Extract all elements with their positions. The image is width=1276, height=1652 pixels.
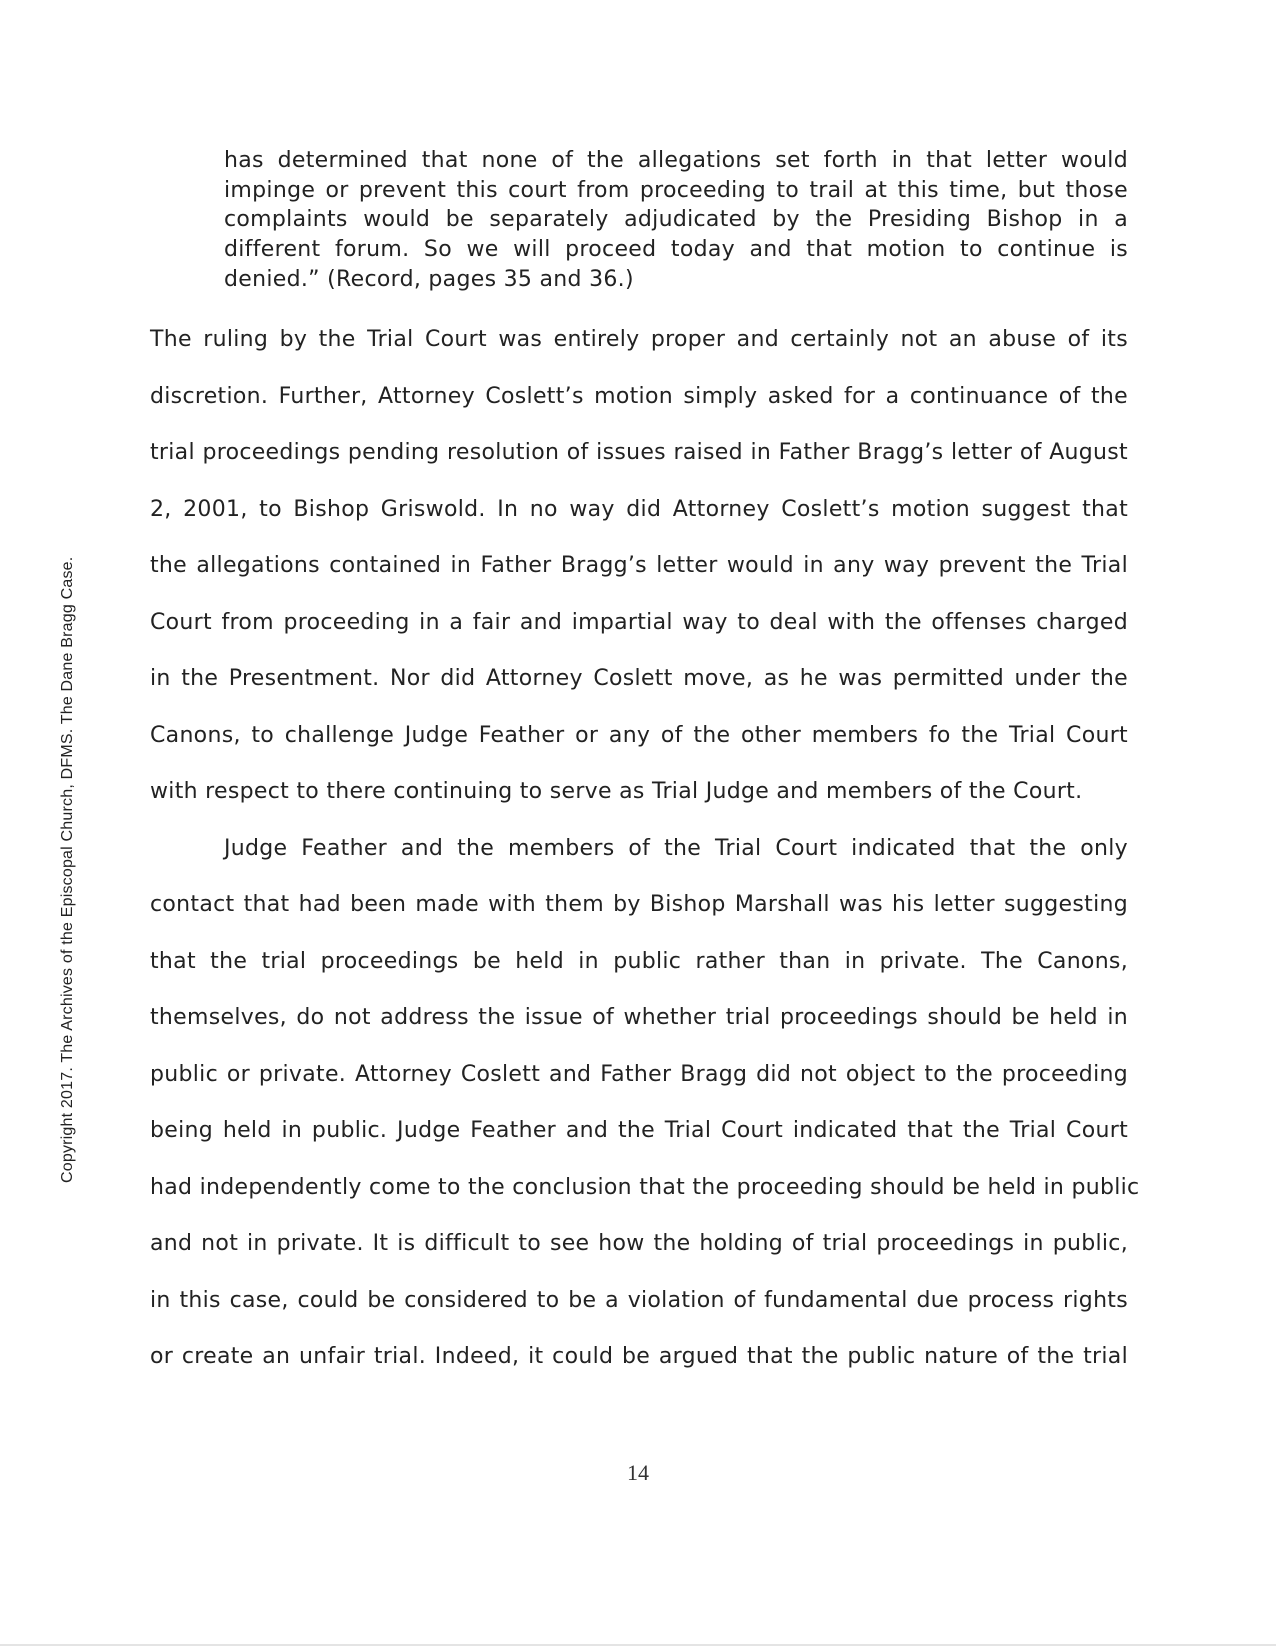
body-line: or create an unfair trial. Indeed, it could be argued that the public nature of the trial: [150, 1344, 1128, 1369]
block-quote: has determined that none of the allegations set forth in that letter would impinge or prevent this court from proceeding to trail at this time, but those complaints would be separately adjudicated by the Presiding Bishop in a different forum. So we will proceed today and that motion to continue is denied.” (Record, pages 35 and 36.): [224, 148, 1128, 292]
body-line: Judge Feather and the members of the Trial Court indicated that the only: [224, 835, 1128, 861]
body-line: in this case, could be considered to be a violation of fundamental due process rights: [150, 1287, 1128, 1313]
copyright-notice: Copyright 2017. The Archives of the Episcopal Church, DFMS. The Dane Bragg Case.: [59, 556, 76, 1183]
body-line: the allegations contained in Father Bragg’s letter would in any way prevent the Trial: [150, 553, 1128, 578]
page-number: 14: [627, 1460, 649, 1485]
body-line: had independently come to the conclusion that the proceeding should be held in public: [150, 1174, 1140, 1200]
body-line: contact that had been made with them by Bishop Marshall was his letter suggesting: [150, 892, 1128, 917]
body-line: being held in public. Judge Feather and the Trial Court indicated that the Trial Court: [150, 1118, 1128, 1143]
body-line: public or private. Attorney Coslett and Father Bragg did not object to the proceeding: [150, 1061, 1128, 1087]
body-line: trial proceedings pending resolution of issues raised in Father Bragg’s letter of August: [150, 440, 1128, 465]
scan-edge-divider: [0, 1644, 1276, 1646]
body-line: with respect to there continuing to serve as Trial Judge and members of the Court.: [150, 779, 1083, 804]
body-line: Court from proceeding in a fair and impartial way to deal with the offenses charged: [150, 609, 1128, 635]
body-line: discretion. Further, Attorney Coslett’s motion simply asked for a continuance of the: [150, 383, 1128, 409]
body-line: in the Presentment. Nor did Attorney Coslett move, as he was permitted under the: [150, 666, 1128, 691]
body-line: The ruling by the Trial Court was entirely proper and certainly not an abuse of its: [150, 327, 1128, 352]
body-line: that the trial proceedings be held in public rather than in private. The Canons,: [150, 948, 1128, 974]
body-line: and not in private. It is difficult to see how the holding of trial proceedings in public,: [150, 1231, 1128, 1256]
body-line: Canons, to challenge Judge Feather or any of the other members fo the Trial Court: [150, 722, 1128, 748]
body-line: themselves, do not address the issue of whether trial proceedings should be held in: [150, 1005, 1128, 1030]
body-line: 2, 2001, to Bishop Griswold. In no way did Attorney Coslett’s motion suggest that: [150, 496, 1128, 522]
